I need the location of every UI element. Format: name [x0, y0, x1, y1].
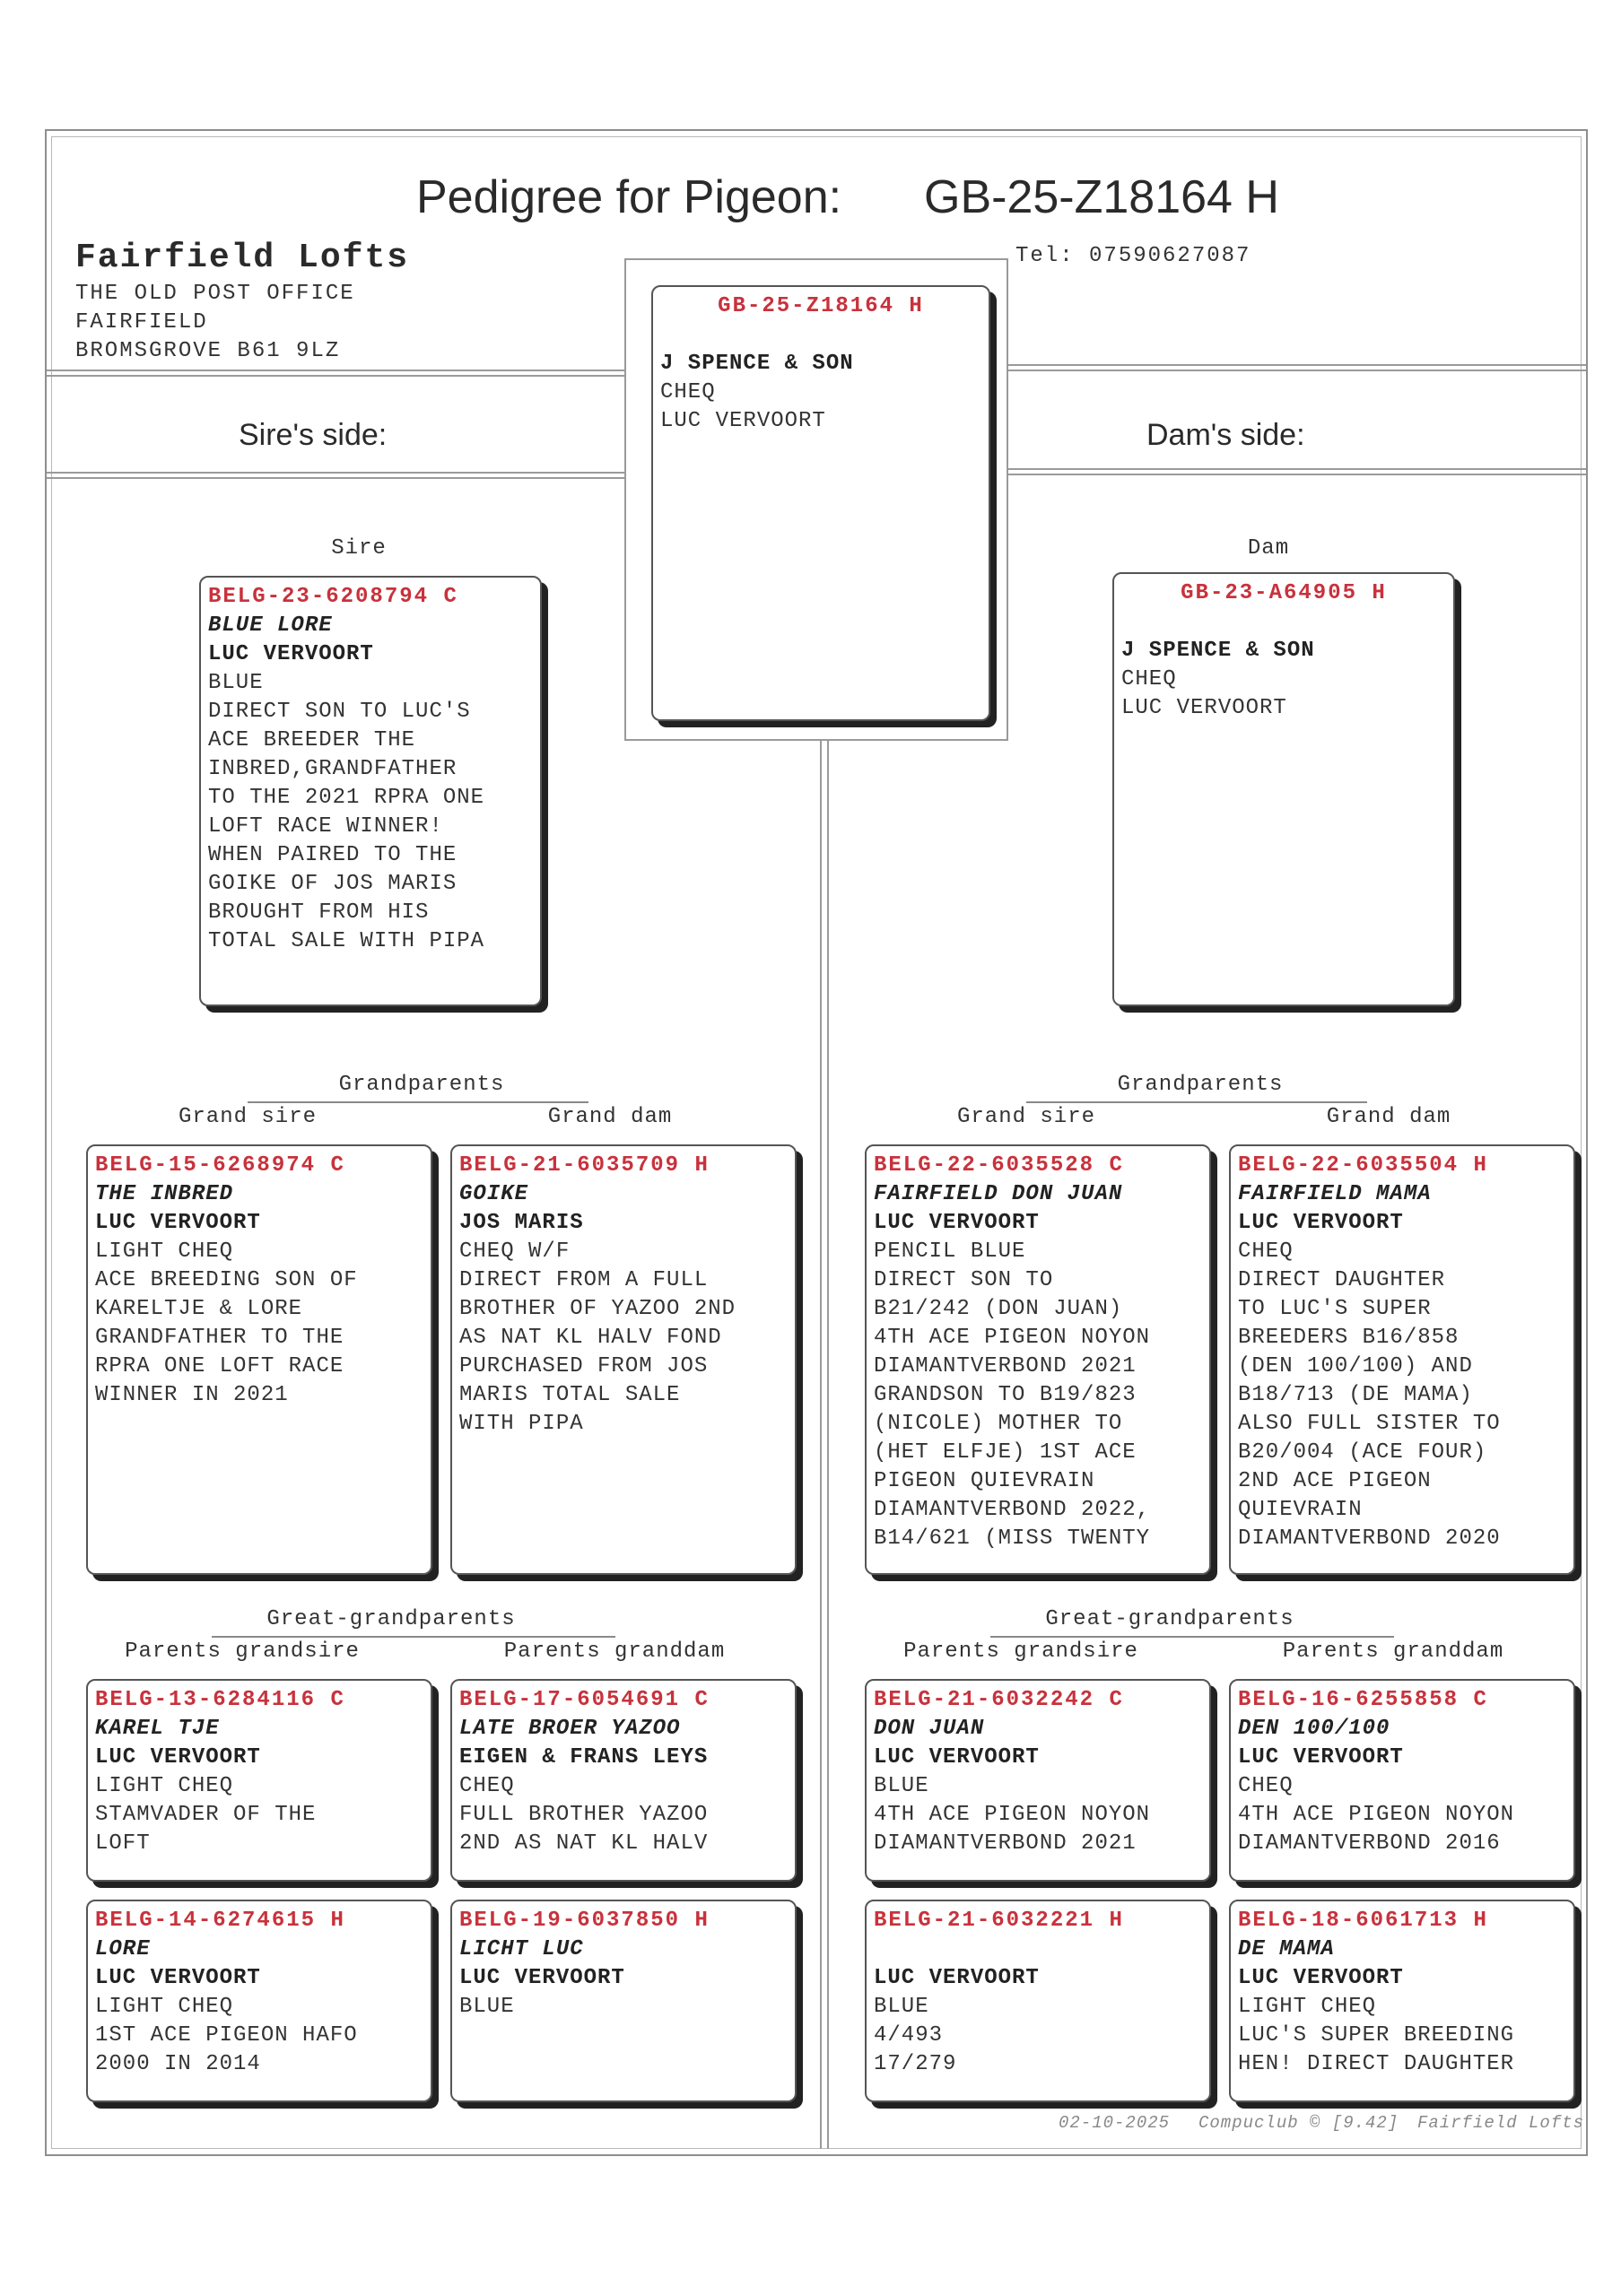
- pigeon-name: LORE: [95, 1937, 151, 1961]
- card-line: STAMVADER OF THE: [95, 1803, 317, 1827]
- card-line: BREEDERS B16/858: [1238, 1326, 1460, 1350]
- card-line: 1ST ACE PIGEON HAFO: [95, 2023, 358, 2048]
- ggp-card: [450, 1900, 797, 2102]
- grandparents-label: Grandparents: [338, 1073, 505, 1097]
- ring-number: BELG-14-6274615 H: [95, 1909, 345, 1933]
- card-line: CHEQ: [459, 1774, 515, 1798]
- card-line: B21/242 (DON JUAN): [874, 1297, 1123, 1321]
- breeder: J SPENCE & SON: [1121, 639, 1315, 663]
- card-line: PURCHASED FROM JOS: [459, 1354, 709, 1378]
- divider: [47, 375, 624, 377]
- parents-granddam-label: Parents granddam: [1282, 1639, 1504, 1664]
- card-line: TOTAL SALE WITH PIPA: [208, 929, 485, 953]
- card-line: DIRECT SON TO LUC'S: [208, 700, 471, 724]
- card-line: LIGHT CHEQ: [95, 1774, 234, 1798]
- breeder: JOS MARIS: [459, 1211, 584, 1235]
- card-line: 2ND ACE PIGEON: [1238, 1469, 1432, 1493]
- card-line: FULL BROTHER YAZOO: [459, 1803, 709, 1827]
- pigeon-name: LICHT LUC: [459, 1937, 584, 1961]
- breeder: LUC VERVOORT: [95, 1745, 261, 1770]
- card-line: B14/621 (MISS TWENTY: [874, 1526, 1151, 1551]
- card-line: DIAMANTVERBOND 2021: [874, 1354, 1137, 1378]
- card-line: DIRECT FROM A FULL: [459, 1268, 709, 1292]
- card-line: CHEQ: [1238, 1774, 1294, 1798]
- card-line: BLUE: [874, 1774, 929, 1798]
- pigeon-name: FAIRFIELD DON JUAN: [874, 1182, 1123, 1206]
- ring-number: GB-25-Z18164 H: [718, 294, 924, 318]
- ring-number: BELG-22-6035504 H: [1238, 1153, 1488, 1178]
- card-line: DIAMANTVERBOND 2021: [874, 1831, 1137, 1856]
- breeder: LUC VERVOORT: [874, 1211, 1040, 1235]
- card-line: CHEQ: [1238, 1239, 1294, 1264]
- breeder: EIGEN & FRANS LEYS: [459, 1745, 709, 1770]
- ring-number: BELG-16-6255858 C: [1238, 1688, 1488, 1712]
- ring-number: BELG-17-6054691 C: [459, 1688, 710, 1712]
- card-line: RPRA ONE LOFT RACE: [95, 1354, 344, 1378]
- card-line: DIRECT DAUGHTER: [1238, 1268, 1446, 1292]
- ggp-card: [86, 1900, 432, 2102]
- sire-card: [199, 576, 542, 1006]
- sire-grand-dam-card: [450, 1144, 797, 1575]
- card-line: B20/004 (ACE FOUR): [1238, 1440, 1487, 1465]
- pigeon-name: DEN 100/100: [1238, 1717, 1390, 1741]
- pigeon-name: KAREL TJE: [95, 1717, 220, 1741]
- card-line: LUC'S SUPER BREEDING: [1238, 2023, 1515, 2048]
- card-line: 4TH ACE PIGEON NOYON: [874, 1803, 1151, 1827]
- breeder: LUC VERVOORT: [1238, 1966, 1404, 1990]
- divider: [1008, 474, 1586, 475]
- ring-number: BELG-18-6061713 H: [1238, 1909, 1488, 1933]
- pigeon-name: BLUE LORE: [208, 613, 333, 638]
- ggp-card: [1229, 1679, 1575, 1882]
- address-line: FAIRFIELD: [75, 310, 208, 335]
- ring-number: BELG-22-6035528 C: [874, 1153, 1124, 1178]
- print-date: 02-10-2025: [1059, 2113, 1171, 2133]
- card-line: AS NAT KL HALV FOND: [459, 1326, 722, 1350]
- pigeon-name: GOIKE: [459, 1182, 529, 1206]
- card-line: ALSO FULL SISTER TO: [1238, 1412, 1501, 1436]
- pigeon-name: FAIRFIELD MAMA: [1238, 1182, 1432, 1206]
- card-line: TO THE 2021 RPRA ONE: [208, 786, 485, 810]
- card-line: BLUE: [459, 1995, 515, 2019]
- center-divider: [827, 741, 829, 2149]
- divider: [47, 477, 624, 479]
- card-line: ACE BREEDING SON OF: [95, 1268, 358, 1292]
- ring-number: BELG-21-6032242 C: [874, 1688, 1124, 1712]
- divider: [1008, 364, 1586, 366]
- great-grandparents-label: Great-grandparents: [1045, 1607, 1294, 1631]
- dam-label: Dam: [1247, 536, 1290, 561]
- card-line: TO LUC'S SUPER: [1238, 1297, 1432, 1321]
- breeder: LUC VERVOORT: [874, 1745, 1040, 1770]
- card-line: LOFT RACE WINNER!: [208, 814, 443, 839]
- card-line: LIGHT CHEQ: [95, 1995, 234, 2019]
- card-line: 4TH ACE PIGEON NOYON: [1238, 1803, 1515, 1827]
- grand-dam-label: Grand dam: [547, 1105, 673, 1129]
- card-line: LOFT: [95, 1831, 151, 1856]
- card-line: GRANDFATHER TO THE: [95, 1326, 344, 1350]
- ring-number: BELG-23-6208794 C: [208, 585, 458, 609]
- card-line: BLUE: [874, 1995, 929, 2019]
- subject-card: [651, 285, 990, 721]
- loft-name: Fairfield Lofts: [75, 239, 410, 277]
- card-line: DIAMANTVERBOND 2016: [1238, 1831, 1501, 1856]
- card-line: 4/493: [874, 2023, 944, 2048]
- title-ring: GB-25-Z18164 H: [924, 171, 1279, 223]
- card-line: DIAMANTVERBOND 2022,: [874, 1498, 1151, 1522]
- card-line: INBRED,GRANDFATHER: [208, 757, 458, 781]
- card-line: CHEQ: [660, 380, 716, 404]
- breeder: LUC VERVOORT: [874, 1966, 1040, 1990]
- parents-grandsire-label: Parents grandsire: [903, 1639, 1138, 1664]
- ring-number: BELG-15-6268974 C: [95, 1153, 345, 1178]
- card-line: PENCIL BLUE: [874, 1239, 1026, 1264]
- ggp-card: [865, 1679, 1211, 1882]
- card-line: LUC VERVOORT: [1121, 696, 1287, 720]
- card-line: LIGHT CHEQ: [95, 1239, 234, 1264]
- label-underline: [1026, 1101, 1367, 1103]
- label-underline: [212, 1636, 615, 1638]
- ggp-card: [86, 1679, 432, 1882]
- card-line: BROUGHT FROM HIS: [208, 900, 430, 925]
- divider: [1008, 370, 1586, 371]
- card-line: 2000 IN 2014: [95, 2052, 261, 2076]
- card-line: KARELTJE & LORE: [95, 1297, 303, 1321]
- sire-label: Sire: [331, 536, 387, 561]
- pigeon-name: DE MAMA: [1238, 1937, 1335, 1961]
- breeder: LUC VERVOORT: [208, 642, 374, 666]
- divider: [47, 472, 624, 474]
- parents-granddam-label: Parents granddam: [503, 1639, 726, 1664]
- card-line: MARIS TOTAL SALE: [459, 1383, 681, 1407]
- pigeon-name: LATE BROER YAZOO: [459, 1717, 681, 1741]
- pigeon-name: THE INBRED: [95, 1182, 234, 1206]
- label-underline: [990, 1636, 1394, 1638]
- dam-grand-dam-card: [1229, 1144, 1575, 1575]
- sire-grand-sire-card: [86, 1144, 432, 1575]
- footer-loft-name: Fairfield Lofts: [1417, 2113, 1585, 2133]
- divider: [47, 370, 624, 371]
- dam-card: [1112, 572, 1455, 1006]
- breeder: LUC VERVOORT: [95, 1966, 261, 1990]
- telephone: Tel: 07590627087: [1015, 244, 1251, 268]
- breeder: LUC VERVOORT: [1238, 1211, 1404, 1235]
- card-line: WINNER IN 2021: [95, 1383, 289, 1407]
- card-line: CHEQ W/F: [459, 1239, 571, 1264]
- dam-grand-sire-card: [865, 1144, 1211, 1575]
- divider: [1008, 468, 1586, 470]
- grand-sire-label: Grand sire: [178, 1105, 318, 1129]
- card-line: PIGEON QUIEVRAIN: [874, 1469, 1095, 1493]
- card-line: DIRECT SON TO: [874, 1268, 1054, 1292]
- dam-side-label: Dam's side:: [1146, 418, 1305, 452]
- title-prefix: Pedigree for Pigeon:: [416, 171, 842, 223]
- ggp-card: [1229, 1900, 1575, 2102]
- card-line: BROTHER OF YAZOO 2ND: [459, 1297, 736, 1321]
- ring-number: BELG-21-6035709 H: [459, 1153, 710, 1178]
- ggp-card: [865, 1900, 1211, 2102]
- pigeon-name: DON JUAN: [874, 1717, 985, 1741]
- card-line: WHEN PAIRED TO THE: [208, 843, 458, 867]
- grandparents-label: Grandparents: [1117, 1073, 1284, 1097]
- card-line: ACE BREEDER THE: [208, 728, 416, 752]
- grand-dam-label: Grand dam: [1326, 1105, 1451, 1129]
- ggp-card: [450, 1679, 797, 1882]
- card-line: QUIEVRAIN: [1238, 1498, 1363, 1522]
- breeder: LUC VERVOORT: [95, 1211, 261, 1235]
- card-line: 2ND AS NAT KL HALV: [459, 1831, 709, 1856]
- parents-grandsire-label: Parents grandsire: [125, 1639, 360, 1664]
- card-line: BLUE: [208, 671, 264, 695]
- card-line: 17/279: [874, 2052, 957, 2076]
- grand-sire-label: Grand sire: [956, 1105, 1096, 1129]
- sire-side-label: Sire's side:: [239, 418, 388, 452]
- card-line: CHEQ: [1121, 667, 1177, 691]
- ring-number: BELG-13-6284116 C: [95, 1688, 345, 1712]
- label-underline: [248, 1101, 588, 1103]
- card-line: (NICOLE) MOTHER TO: [874, 1412, 1123, 1436]
- card-line: LUC VERVOORT: [660, 409, 826, 433]
- address-line: THE OLD POST OFFICE: [75, 282, 355, 306]
- ring-number: GB-23-A64905 H: [1181, 581, 1387, 605]
- card-line: (HET ELFJE) 1ST ACE: [874, 1440, 1137, 1465]
- breeder: LUC VERVOORT: [1238, 1745, 1404, 1770]
- card-line: HEN! DIRECT DAUGHTER: [1238, 2052, 1515, 2076]
- card-line: (DEN 100/100) AND: [1238, 1354, 1473, 1378]
- card-line: GOIKE OF JOS MARIS: [208, 872, 458, 896]
- card-line: GRANDSON TO B19/823: [874, 1383, 1137, 1407]
- card-line: DIAMANTVERBOND 2020: [1238, 1526, 1501, 1551]
- breeder: LUC VERVOORT: [459, 1966, 625, 1990]
- card-line: LIGHT CHEQ: [1238, 1995, 1377, 2019]
- breeder: J SPENCE & SON: [660, 352, 854, 376]
- card-line: B18/713 (DE MAMA): [1238, 1383, 1473, 1407]
- ring-number: BELG-19-6037850 H: [459, 1909, 710, 1933]
- software-credit: Compuclub © [9.42]: [1198, 2113, 1399, 2133]
- address-line: BROMSGROVE B61 9LZ: [75, 339, 341, 363]
- center-divider: [820, 741, 822, 2149]
- card-line: WITH PIPA: [459, 1412, 584, 1436]
- card-line: 4TH ACE PIGEON NOYON: [874, 1326, 1151, 1350]
- great-grandparents-label: Great-grandparents: [266, 1607, 516, 1631]
- ring-number: BELG-21-6032221 H: [874, 1909, 1124, 1933]
